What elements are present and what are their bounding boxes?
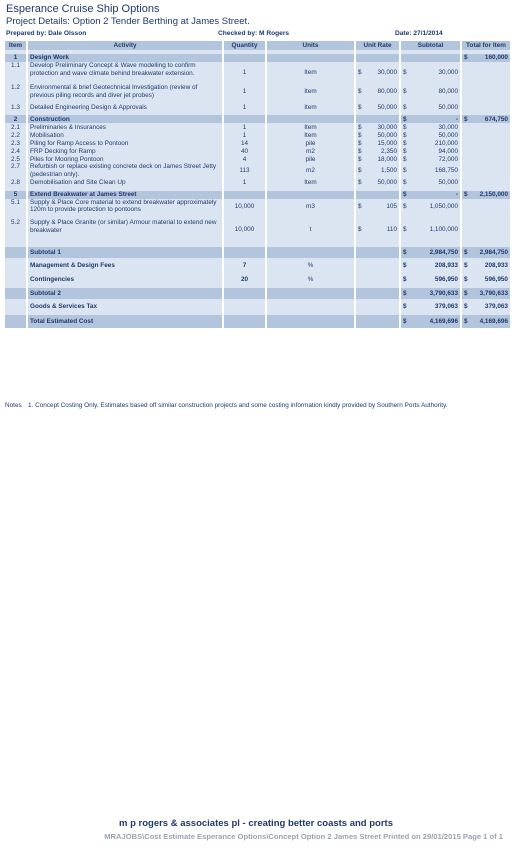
table-row: 5.1 Supply & Place Core material to extend breakwater approximately 120m to provide protection to pontoons 10,000 m3 $ 105 $ 1,050,000 <box>5 199 511 214</box>
table-row: 1.3 Detailed Engineering Design & Approvals 1 Item $ 50,000 $ 50,000 <box>5 103 511 111</box>
table-row: 2.1 Preliminaries & Insurances 1 Item $ 30,000 $ 30,000 <box>5 123 511 131</box>
cost-table <box>5 41 512 328</box>
table-row: 2.5 Piles for Mooring Pontoon 4 pile $ 18,000 $ 72,000 <box>5 155 511 163</box>
section-row: 2 Construction $ - $ 674,750 <box>5 115 511 123</box>
table-row: 2.4 FRP Decking for Ramp 40 m2 $ 2,350 $ 94,000 <box>5 147 511 155</box>
col-header-activity: Activity <box>27 41 223 50</box>
col-header-item: Item <box>5 41 27 50</box>
notes-text: 1. Concept Costing Only. Estimates based off similar construction projects and some costing information kindly provided by Southern Ports Authority. <box>28 402 448 409</box>
summary-row-contingencies: Contingencies 20 % $ 596,950 $ 596,950 <box>5 276 511 284</box>
table-row: 5.2 Supply & Place Granite (or similar) Armour material to extend new breakwater 10,000 t $ 110 $ 1,100,000 <box>5 219 511 241</box>
checked-by: Checked by: M Rogers <box>218 30 290 37</box>
table-row: 2.3 Piling for Ramp Access to Pontoon 14 pile $ 15,000 $ 210,000 <box>5 139 511 147</box>
summary-row-mgmt-fees: Management & Design Fees 7 % $ 208,933 $ 208,933 <box>5 262 511 270</box>
table-row: 2.2 Mobilisation 1 Item $ 50,000 $ 50,000 <box>5 131 511 139</box>
summary-row-subtotal1: Subtotal 1 $ 2,984,750 $ 2,984,750 <box>5 247 511 258</box>
col-header-total: Total for Item <box>461 41 511 50</box>
project-details: Project Details: Option 2 Tender Berthing at James Street. <box>6 16 250 27</box>
col-header-units: Units <box>266 41 355 50</box>
footer-company: m p rogers & associates pl - creating better coasts and ports <box>119 818 393 829</box>
table-row: 2.7 Refurbish or replace existing concrete deck on James Street Jetty (pedestrian only). 113 m2 $ 1,500 $ 168,750 <box>5 163 511 178</box>
notes-label: Notes <box>5 402 22 409</box>
document-date: Date: 27/1/2014 <box>395 30 443 37</box>
summary-row-total: Total Estimated Cost $ 4,169,696 $ 4,169,696 <box>5 315 511 328</box>
section-row: 5 Extend Breakwater at James Street $ - $ 2,150,000 <box>5 191 511 199</box>
col-header-subtotal: Subtotal <box>400 41 461 50</box>
col-header-unit-rate: Unit Rate <box>355 41 400 50</box>
table-row: 1.2 Environmental & brief Geotechnical Investigation (review of previous piling records and diver jet probes) 1 Item $ 80,000 $ 80,000 <box>5 84 511 99</box>
footer-file-path: MRAJOBS\Cost Estimate Esperance Options\Concept Option 2 James Street Printed on 29/01/2015 Page 1 of 1 <box>104 832 503 841</box>
section-row: 1 Design Work $ 160,000 <box>5 54 511 62</box>
table-header-row <box>5 41 511 50</box>
summary-row-gst: Goods & Services Tax $ 379,063 $ 379,063 <box>5 303 511 311</box>
document-title: Esperance Cruise Ship Options <box>6 3 160 15</box>
prepared-by: Prepared by: Dale Olsson <box>6 30 87 37</box>
table-row: 1.1 Develop Preliminary Concept & Wave modelling to confirm protection and wave climate behind breakwater extension. 1 Item $ 30,000 $ 30,000 <box>5 62 511 84</box>
table-row: 2.8 Demobilisation and Site Clean Up 1 Item $ 50,000 $ 50,000 <box>5 179 511 187</box>
col-header-quantity: Quantity <box>223 41 266 50</box>
summary-row-subtotal2: Subtotal 2 $ 3,790,633 $ 3,790,633 <box>5 288 511 299</box>
